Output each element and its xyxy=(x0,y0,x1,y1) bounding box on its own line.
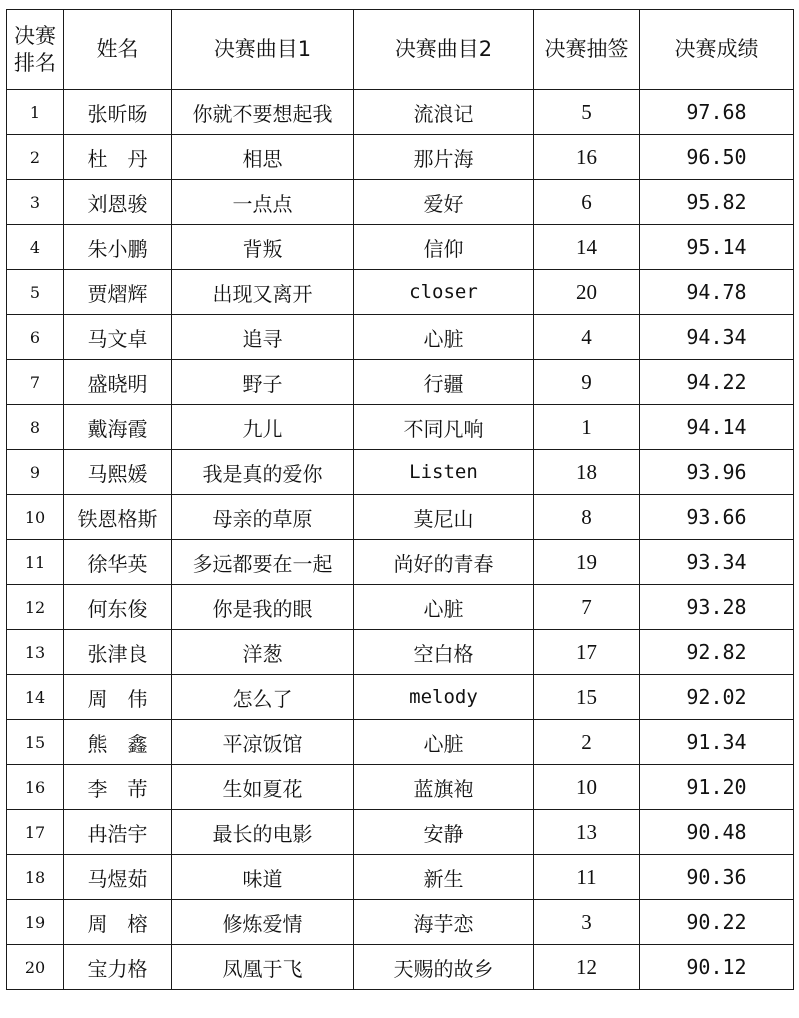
cell-song2: 心脏 xyxy=(354,585,534,630)
table-row xyxy=(7,720,794,765)
cell-score: 94.34 xyxy=(640,315,794,360)
cell-draw: 10 xyxy=(534,765,640,810)
cell-score: 97.68 xyxy=(640,90,794,135)
header-rank xyxy=(7,10,64,90)
cell-name: 宝力格 xyxy=(64,945,172,990)
header-draw: 决赛抽签 xyxy=(534,10,640,90)
cell-song1: 背叛 xyxy=(172,225,354,270)
cell-song2: 心脏 xyxy=(354,315,534,360)
cell-name: 马文卓 xyxy=(64,315,172,360)
table-row xyxy=(7,810,794,855)
table-row xyxy=(7,315,794,360)
cell-song2: closer xyxy=(354,270,534,315)
finals-results-table xyxy=(6,9,794,990)
header-row xyxy=(7,10,794,90)
cell-rank: 10 xyxy=(7,495,64,540)
header-rank-line2: 排名 xyxy=(14,50,56,75)
cell-rank: 6 xyxy=(7,315,64,360)
cell-song2: 天赐的故乡 xyxy=(354,945,534,990)
table-row xyxy=(7,225,794,270)
cell-score: 95.82 xyxy=(640,180,794,225)
header-song2: 决赛曲目2 xyxy=(354,10,534,90)
cell-draw: 4 xyxy=(534,315,640,360)
cell-name: 周 榕 xyxy=(64,900,172,945)
cell-song2: 新生 xyxy=(354,855,534,900)
table-row xyxy=(7,180,794,225)
table-row xyxy=(7,495,794,540)
cell-draw: 14 xyxy=(534,225,640,270)
cell-song1: 味道 xyxy=(172,855,354,900)
cell-draw: 20 xyxy=(534,270,640,315)
cell-name: 铁恩格斯 xyxy=(64,495,172,540)
table-row xyxy=(7,450,794,495)
cell-song2: 爱好 xyxy=(354,180,534,225)
cell-draw: 9 xyxy=(534,360,640,405)
cell-score: 90.22 xyxy=(640,900,794,945)
cell-song1: 多远都要在一起 xyxy=(172,540,354,585)
cell-score: 96.50 xyxy=(640,135,794,180)
cell-draw: 17 xyxy=(534,630,640,675)
table-header xyxy=(7,10,794,90)
cell-score: 92.82 xyxy=(640,630,794,675)
cell-score: 91.20 xyxy=(640,765,794,810)
cell-name: 张昕旸 xyxy=(64,90,172,135)
cell-song1: 母亲的草原 xyxy=(172,495,354,540)
cell-score: 93.34 xyxy=(640,540,794,585)
table-row xyxy=(7,585,794,630)
cell-draw: 19 xyxy=(534,540,640,585)
cell-rank: 11 xyxy=(7,540,64,585)
cell-score: 94.78 xyxy=(640,270,794,315)
cell-score: 90.12 xyxy=(640,945,794,990)
cell-rank: 16 xyxy=(7,765,64,810)
cell-name: 戴海霞 xyxy=(64,405,172,450)
header-score: 决赛成绩 xyxy=(640,10,794,90)
cell-rank: 20 xyxy=(7,945,64,990)
cell-song2: 蓝旗袍 xyxy=(354,765,534,810)
cell-score: 94.14 xyxy=(640,405,794,450)
cell-rank: 2 xyxy=(7,135,64,180)
cell-name: 马煜茹 xyxy=(64,855,172,900)
cell-draw: 2 xyxy=(534,720,640,765)
cell-song2: 尚好的青春 xyxy=(354,540,534,585)
cell-song1: 怎么了 xyxy=(172,675,354,720)
cell-rank: 19 xyxy=(7,900,64,945)
cell-name: 朱小鹏 xyxy=(64,225,172,270)
cell-song1: 我是真的爱你 xyxy=(172,450,354,495)
table-row xyxy=(7,405,794,450)
cell-song1: 相思 xyxy=(172,135,354,180)
table-row xyxy=(7,945,794,990)
cell-rank: 1 xyxy=(7,90,64,135)
cell-song1: 最长的电影 xyxy=(172,810,354,855)
cell-name: 杜 丹 xyxy=(64,135,172,180)
header-song1: 决赛曲目1 xyxy=(172,10,354,90)
cell-name: 刘恩骏 xyxy=(64,180,172,225)
cell-score: 93.96 xyxy=(640,450,794,495)
cell-score: 94.22 xyxy=(640,360,794,405)
cell-rank: 9 xyxy=(7,450,64,495)
cell-draw: 6 xyxy=(534,180,640,225)
table-row xyxy=(7,540,794,585)
cell-draw: 1 xyxy=(534,405,640,450)
cell-name: 周 伟 xyxy=(64,675,172,720)
cell-name: 何东俊 xyxy=(64,585,172,630)
cell-name: 张津良 xyxy=(64,630,172,675)
cell-rank: 17 xyxy=(7,810,64,855)
cell-song1: 野子 xyxy=(172,360,354,405)
cell-draw: 3 xyxy=(534,900,640,945)
header-name: 姓名 xyxy=(64,10,172,90)
cell-name: 贾熠辉 xyxy=(64,270,172,315)
cell-song2: 行疆 xyxy=(354,360,534,405)
cell-name: 马熙媛 xyxy=(64,450,172,495)
table-row xyxy=(7,855,794,900)
cell-song2: 海芋恋 xyxy=(354,900,534,945)
table-row xyxy=(7,900,794,945)
table-row xyxy=(7,675,794,720)
cell-rank: 13 xyxy=(7,630,64,675)
cell-rank: 8 xyxy=(7,405,64,450)
cell-draw: 13 xyxy=(534,810,640,855)
table-row xyxy=(7,765,794,810)
cell-name: 盛晓明 xyxy=(64,360,172,405)
cell-song1: 洋葱 xyxy=(172,630,354,675)
cell-name: 李 芾 xyxy=(64,765,172,810)
cell-song1: 修炼爱情 xyxy=(172,900,354,945)
cell-score: 95.14 xyxy=(640,225,794,270)
cell-draw: 16 xyxy=(534,135,640,180)
cell-song2: 流浪记 xyxy=(354,90,534,135)
cell-rank: 4 xyxy=(7,225,64,270)
cell-rank: 15 xyxy=(7,720,64,765)
table-row xyxy=(7,630,794,675)
cell-song2: Listen xyxy=(354,450,534,495)
cell-song1: 九儿 xyxy=(172,405,354,450)
cell-draw: 15 xyxy=(534,675,640,720)
cell-song1: 平凉饭馆 xyxy=(172,720,354,765)
table-row xyxy=(7,360,794,405)
cell-score: 92.02 xyxy=(640,675,794,720)
table-row xyxy=(7,135,794,180)
cell-song1: 你就不要想起我 xyxy=(172,90,354,135)
cell-song1: 追寻 xyxy=(172,315,354,360)
cell-name: 徐华英 xyxy=(64,540,172,585)
cell-score: 90.48 xyxy=(640,810,794,855)
cell-score: 93.28 xyxy=(640,585,794,630)
cell-draw: 11 xyxy=(534,855,640,900)
cell-song2: 安静 xyxy=(354,810,534,855)
cell-song1: 出现又离开 xyxy=(172,270,354,315)
cell-song2: 空白格 xyxy=(354,630,534,675)
cell-song2: 信仰 xyxy=(354,225,534,270)
cell-song1: 生如夏花 xyxy=(172,765,354,810)
cell-song1: 凤凰于飞 xyxy=(172,945,354,990)
header-rank-line1: 决赛 xyxy=(14,23,56,48)
cell-draw: 7 xyxy=(534,585,640,630)
cell-draw: 12 xyxy=(534,945,640,990)
cell-song2: 不同凡响 xyxy=(354,405,534,450)
cell-song2: 那片海 xyxy=(354,135,534,180)
cell-score: 91.34 xyxy=(640,720,794,765)
cell-song1: 一点点 xyxy=(172,180,354,225)
cell-score: 90.36 xyxy=(640,855,794,900)
cell-name: 冉浩宇 xyxy=(64,810,172,855)
cell-rank: 12 xyxy=(7,585,64,630)
cell-rank: 14 xyxy=(7,675,64,720)
cell-rank: 3 xyxy=(7,180,64,225)
table-row xyxy=(7,90,794,135)
cell-score: 93.66 xyxy=(640,495,794,540)
cell-name: 熊 鑫 xyxy=(64,720,172,765)
cell-draw: 8 xyxy=(534,495,640,540)
cell-rank: 18 xyxy=(7,855,64,900)
cell-song1: 你是我的眼 xyxy=(172,585,354,630)
cell-song2: 莫尼山 xyxy=(354,495,534,540)
cell-draw: 18 xyxy=(534,450,640,495)
table-row xyxy=(7,270,794,315)
cell-song2: melody xyxy=(354,675,534,720)
cell-song2: 心脏 xyxy=(354,720,534,765)
cell-draw: 5 xyxy=(534,90,640,135)
table-body xyxy=(7,90,794,990)
cell-rank: 7 xyxy=(7,360,64,405)
cell-rank: 5 xyxy=(7,270,64,315)
